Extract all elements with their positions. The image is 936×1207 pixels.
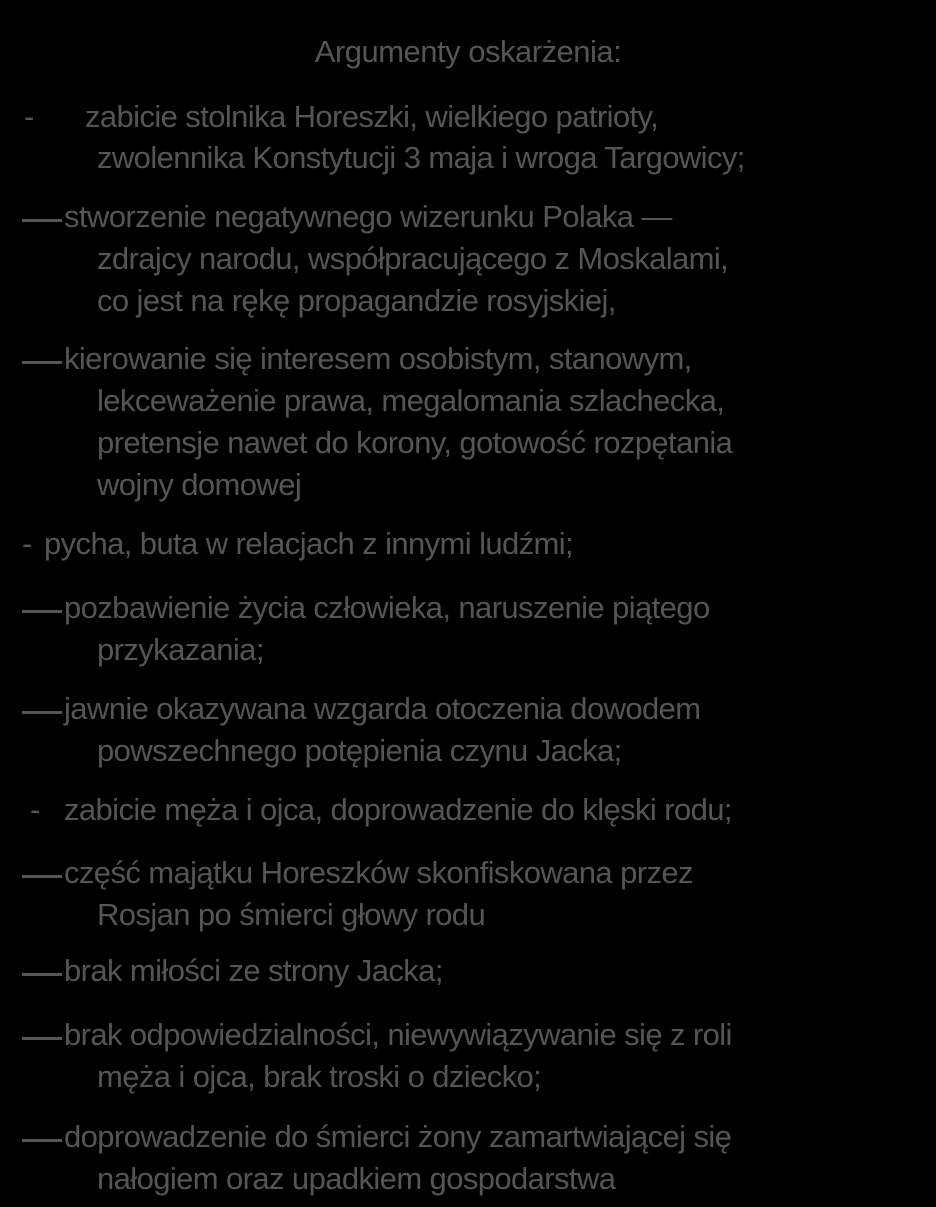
list-item-line: wojny domowej: [97, 467, 302, 502]
list-marker: [22, 688, 60, 730]
list-item-line: lekceważenie prawa, megalomania szlachecka,: [97, 383, 725, 418]
dash-line: [22, 973, 62, 976]
list-marker: -: [22, 526, 33, 561]
list-marker: [22, 338, 60, 380]
list-marker: [22, 950, 60, 992]
list-item-line: brak miłości ze strony Jacka;: [64, 953, 443, 988]
list-marker: -: [30, 792, 41, 827]
list-item-line: stworzenie negatywnego wizerunku Polaka —: [64, 199, 672, 234]
list-marker: [22, 1014, 60, 1056]
list-item-line: zabicie stolnika Horeszki, wielkiego patrioty,: [85, 99, 659, 134]
list-item-line: część majątku Horeszków skonfiskowana przez: [64, 855, 693, 890]
dash-line: [22, 711, 62, 714]
list-item-line: doprowadzenie do śmierci żony zamartwiającej się: [64, 1119, 732, 1154]
list-item-line: pozbawienie życia człowieka, naruszenie piątego: [64, 590, 710, 625]
list-item-line: przykazania;: [97, 632, 264, 667]
list-item-line: zdrajcy narodu, współpracującego z Moskalami,: [97, 241, 729, 276]
dash-line: [22, 1037, 62, 1040]
list-marker: -: [24, 99, 35, 134]
list-item-line: kierowanie się interesem osobistym, stanowym,: [64, 341, 692, 376]
list-item-line: zabicie męża i ojca, doprowadzenie do klęski rodu;: [64, 792, 732, 827]
list-item-line: zwolennika Konstytucji 3 maja i wroga Targowicy;: [97, 140, 745, 175]
dash-line: [22, 875, 62, 878]
list-item-line: powszechnego potępienia czynu Jacka;: [97, 733, 622, 768]
list-item-line: Rosjan po śmierci głowy rodu: [97, 897, 486, 932]
list-item-line: pycha, buta w relacjach z innymi ludźmi;: [44, 526, 574, 561]
list-marker: [22, 196, 60, 238]
list-marker: [22, 852, 60, 894]
list-item-line: męża i ojca, brak troski o dziecko;: [97, 1059, 542, 1094]
list-item-line: nałogiem oraz upadkiem gospodarstwa: [97, 1161, 616, 1196]
list-item-line: jawnie okazywana wzgarda otoczenia dowodem: [64, 691, 701, 726]
dash-line: [22, 1139, 62, 1142]
dash-line: [22, 219, 62, 222]
list-marker: [22, 1116, 60, 1158]
list-item-line: brak odpowiedzialności, niewywiązywanie się z roli: [64, 1017, 732, 1052]
dash-line: [22, 610, 62, 613]
dash-line: [22, 361, 62, 364]
list-item-line: co jest na rękę propagandzie rosyjskiej,: [97, 283, 616, 318]
list-item-line: pretensje nawet do korony, gotowość rozpętania: [97, 425, 733, 460]
slide-title: Argumenty oskarżenia:: [314, 34, 622, 69]
list-marker: [22, 587, 60, 629]
